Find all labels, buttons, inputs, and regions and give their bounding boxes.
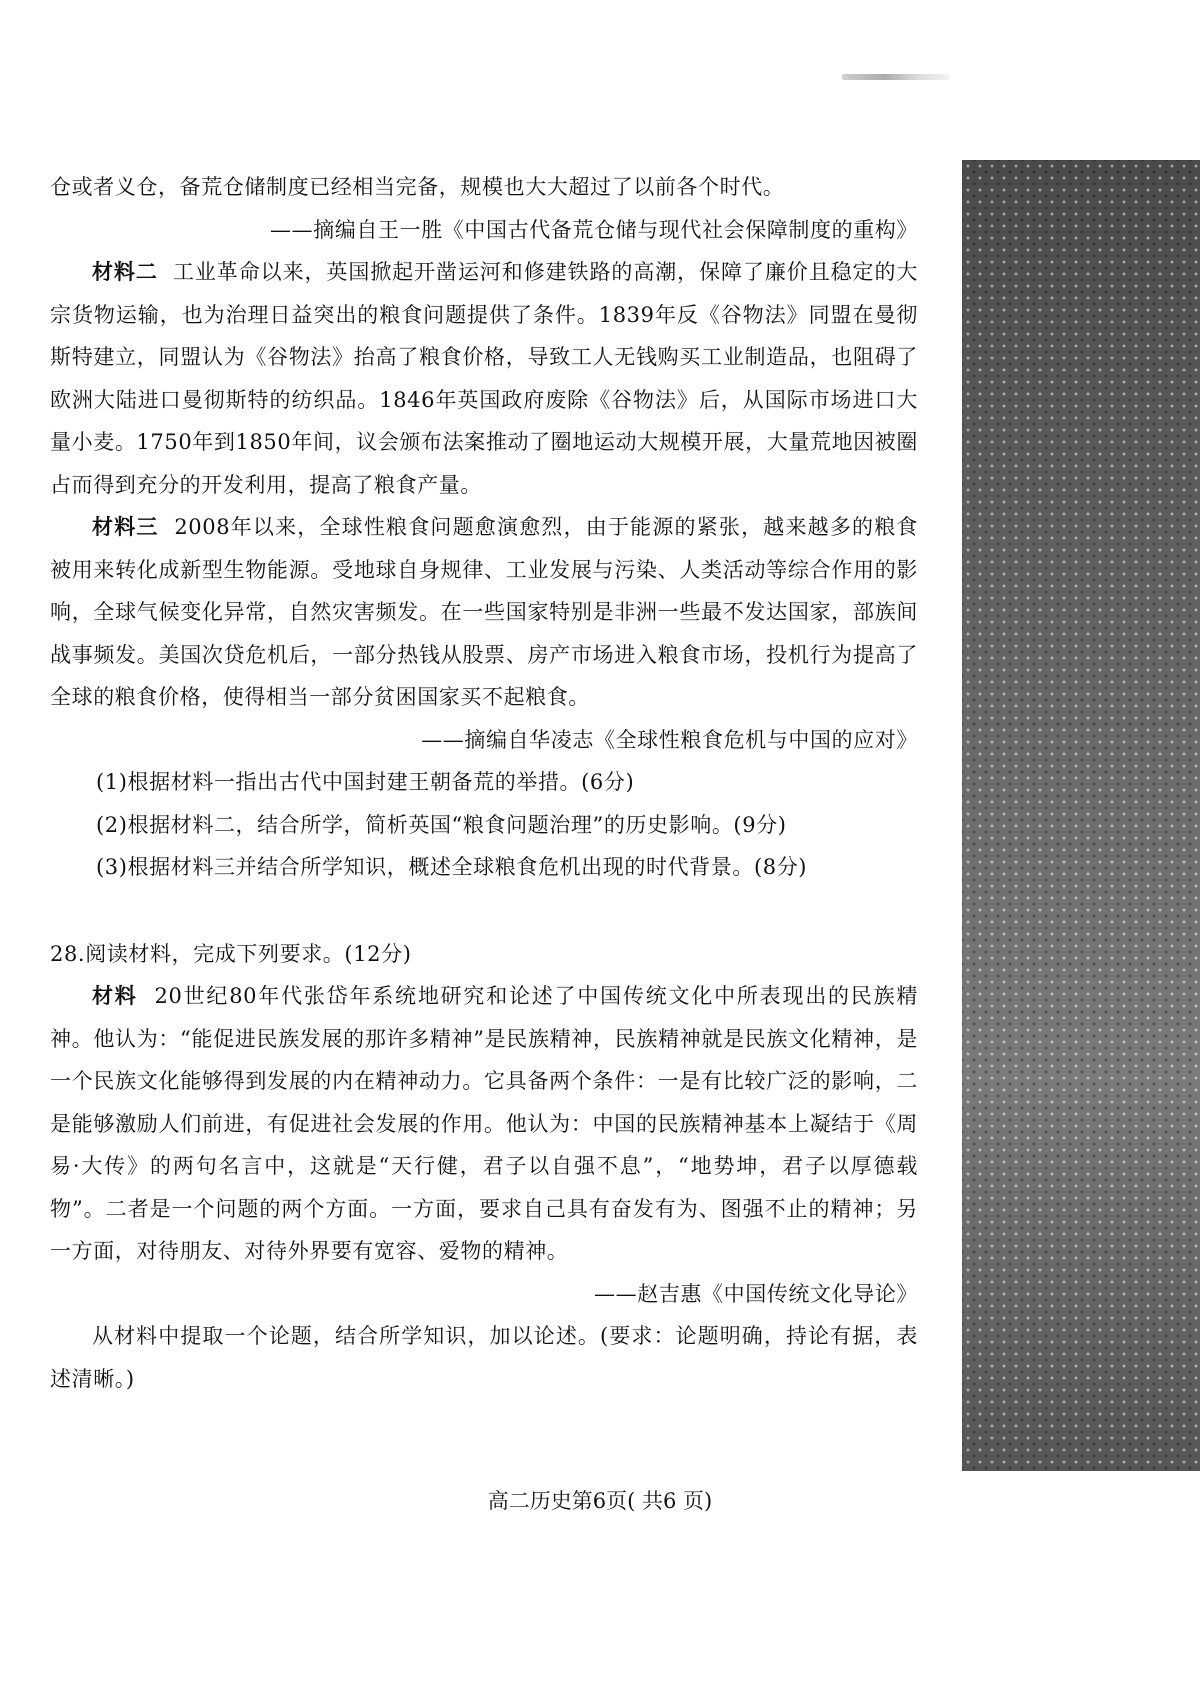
source-citation-3: ——摘编自华凌志《全球性粮食危机与中国的应对》 <box>421 727 918 752</box>
material-2-text: 工业革命以来，英国掀起开凿运河和修建铁路的高潮，保障了廉价且稳定的大宗货物运输，也为治理日益突出的粮食问题提供了条件。1839年反《谷物法》同盟在曼彻斯特建立，同盟认为《谷物法》抬高了粮食价格，导致工人无钱购买工业制造品，也阻碍了欧洲大陆进口曼彻斯特的纺织品。1846年英国政府废除《谷物法》后，从国际市场进口大量小麦。1750年到1850年间，议会颁布法案推动了圈地运动大规模开展，大量荒地因被圈占而得到充分的开发利用，提高了粮食产量。 <box>50 260 918 497</box>
question-28-title: 28.阅读材料，完成下列要求。(12分) <box>50 941 412 966</box>
material-28-label: 材料 <box>92 983 138 1008</box>
material-2-label: 材料二 <box>92 259 158 284</box>
material-2 <box>50 251 918 506</box>
question-1: (1)根据材料一指出古代中国封建王朝备荒的举措。(6分) <box>96 770 635 794</box>
source-citation-1: ——摘编自王一胜《中国古代备荒仓储与现代社会保障制度的重构》 <box>270 217 918 242</box>
question-3: (3)根据材料三并结合所学知识，概述全球粮食危机出现的时代背景。(8分) <box>96 855 808 879</box>
binding-strip-pattern <box>962 160 1200 1471</box>
material-28-text: 20世纪80年代张岱年系统地研究和论述了中国传统文化中所表现出的民族精神。他认为：“能促进民族发展的那许多精神”是民族精神，民族精神就是民族文化精神，是一个民族文化能够得到发展的内在精神动力。它具备两个条件：一是有比较广泛的影响，二是能够激励人们前进，有促进社会发展的作用。他认为：中国的民族精神基本上凝结于《周易·大传》的两句名言中，这就是“天行健，君子以自强不息”，“地势坤，君子以厚德载物”。二者是一个问题的两个方面。一方面，要求自己具有奋发有为、图强不止的精神；另一方面，对待朋友、对待外界要有宽容、爱物的精神。 <box>50 984 918 1263</box>
page-footer: 高二历史第6页( 共6 页) <box>487 1489 713 1513</box>
material-28 <box>50 975 918 1273</box>
question-2: (2)根据材料二，结合所学，简析英国“粮食问题治理”的历史影响。(9分) <box>96 812 787 837</box>
scan-artifact <box>842 74 950 80</box>
material-3 <box>50 506 918 719</box>
source-citation-28: ——赵吉惠《中国传统文化导论》 <box>594 1281 918 1306</box>
intro-line: 仓或者义仓，备荒仓储制度已经相当完备，规模也大大超过了以前各个时代。 <box>50 175 785 199</box>
material-3-text: 2008年以来，全球性粮食问题愈演愈烈，由于能源的紧张，越来越多的粮食被用来转化成新型生物能源。受地球自身规律、工业发展与污染、人类活动等综合作用的影响，全球气候变化异常，自然灾害频发。在一些国家特别是非洲一些最不发达国家，部族间战事频发。美国次贷危机后，一部分热钱从股票、房产市场进入粮食市场，投机行为提高了全球的粮食价格，使得相当一部分贫困国家买不起粮食。 <box>50 515 918 709</box>
material-3-label: 材料三 <box>92 514 159 539</box>
exam-content <box>50 166 918 1400</box>
task-28: 从材料中提取一个论题，结合所学知识，加以论述。(要求：论题明确，持论有据，表述清晰。) <box>50 1324 918 1391</box>
